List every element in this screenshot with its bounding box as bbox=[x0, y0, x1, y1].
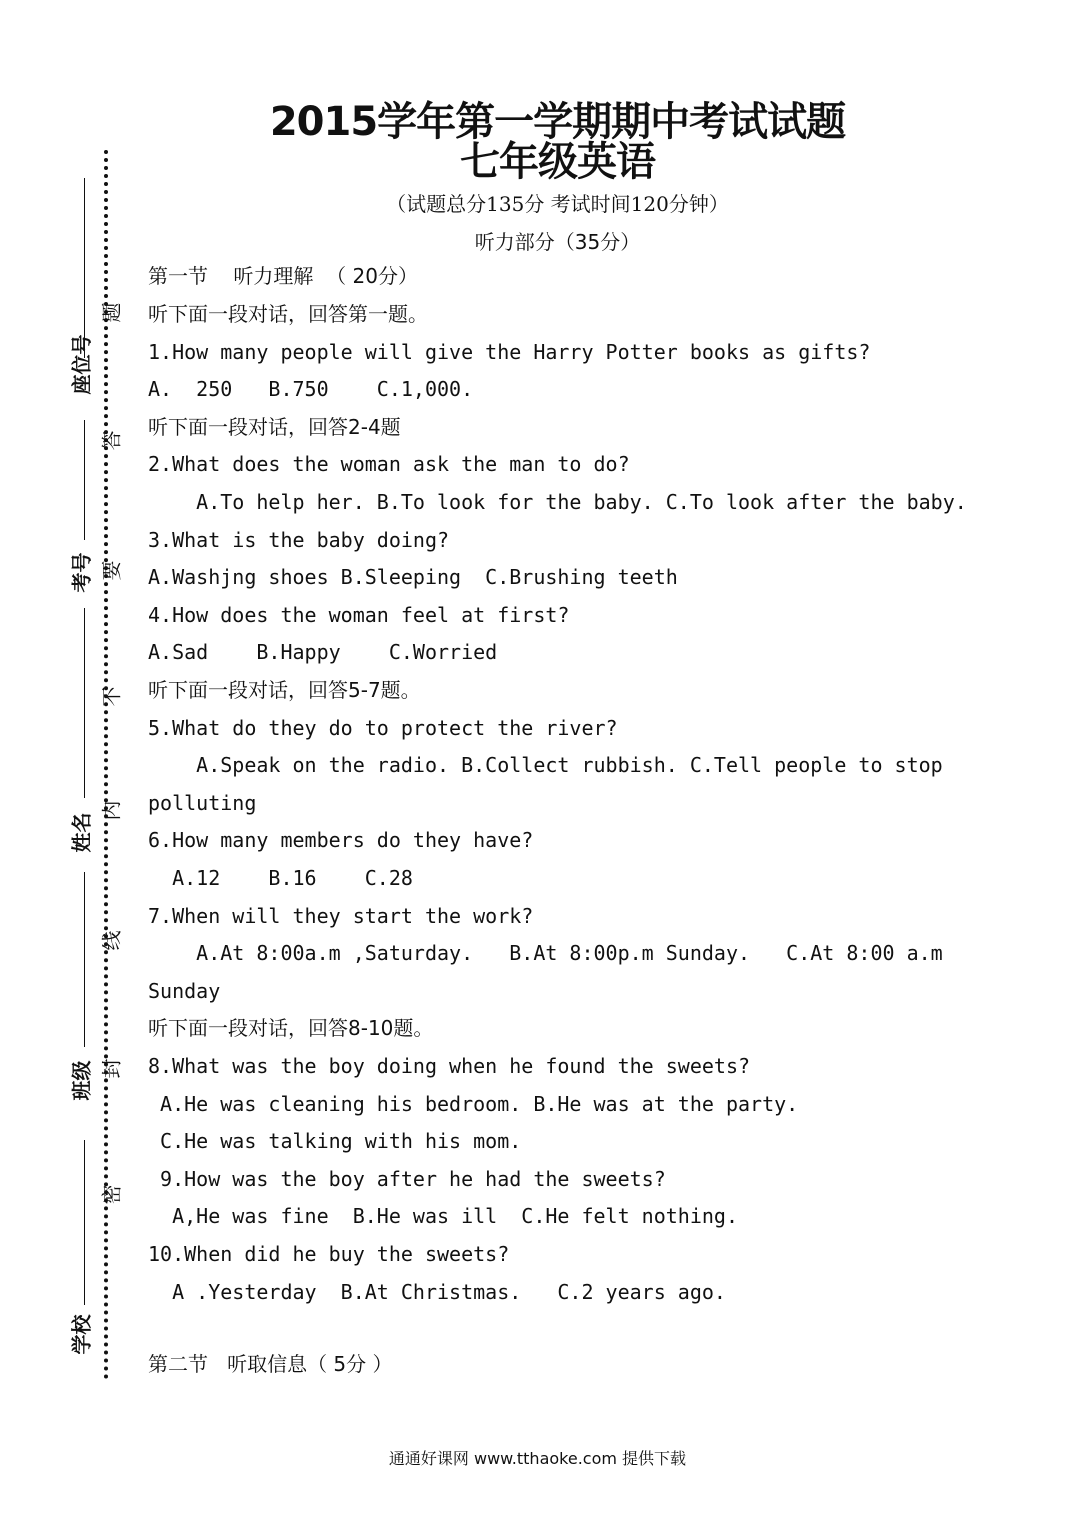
question-line: C.He was talking with his mom. bbox=[148, 1129, 522, 1153]
instruction-line: 听下面一段对话，回答8-10题。 bbox=[148, 1016, 434, 1040]
seal-char: 答 bbox=[99, 430, 124, 451]
exam-info: （试题总分135分 考试时间120分钟） bbox=[386, 192, 729, 216]
question-line: 3.What is the baby doing? bbox=[148, 528, 450, 552]
part-title: 听力部分（35分） bbox=[474, 230, 641, 254]
question-line: polluting bbox=[148, 791, 257, 815]
instruction-line: 听下面一段对话，回答5-7题。 bbox=[148, 678, 421, 702]
section-heading: 第一节 听力理解 （ 20分） bbox=[148, 264, 418, 288]
seal-char: 题 bbox=[99, 302, 124, 323]
question-line: A.At 8:00a.m ,Saturday. B.At 8:00p.m Sunday. C.At 8:00 a.m bbox=[148, 941, 943, 965]
question-line: 5.What do they do to protect the river? bbox=[148, 716, 618, 740]
question-line: 6.How many members do they have? bbox=[148, 828, 534, 852]
question-line: A.12 B.16 C.28 bbox=[148, 866, 413, 890]
seal-char: 线 bbox=[99, 930, 124, 951]
instruction-line: 听下面一段对话，回答2-4题 bbox=[148, 415, 401, 439]
blank-line bbox=[84, 178, 85, 358]
question-line: 10.When did he buy the sweets? bbox=[148, 1242, 510, 1266]
question-line: 9.How was the boy after he had the sweets? bbox=[148, 1167, 666, 1191]
question-line: A,He was fine B.He was ill C.He felt nothing. bbox=[148, 1204, 739, 1228]
margin-label-exam-number: 考号 bbox=[69, 552, 94, 593]
seal-char: 内 bbox=[99, 800, 124, 821]
exam-subject: 七年级英语 bbox=[460, 139, 655, 185]
blank-line bbox=[84, 872, 85, 1047]
exam-title: 2015学年第一学期期中考试试题 bbox=[269, 99, 846, 145]
question-line: 8.What was the boy doing when he found the sweets? bbox=[148, 1054, 751, 1078]
question-line: A.Washjng shoes B.Sleeping C.Brushing teeth bbox=[148, 565, 678, 589]
question-line: A.Speak on the radio. B.Collect rubbish. C.Tell people to stop bbox=[148, 753, 943, 777]
question-line: 2.What does the woman ask the man to do? bbox=[148, 452, 630, 476]
question-line: A.To help her. B.To look for the baby. C.To look after the baby. bbox=[148, 490, 967, 514]
section-heading: 第二节 听取信息（ 5分 ） bbox=[148, 1352, 393, 1376]
question-line: A. 250 B.750 C.1,000. bbox=[148, 377, 474, 401]
question-line: 4.How does the woman feel at first? bbox=[148, 603, 570, 627]
question-line: A .Yesterday B.At Christmas. C.2 years ago. bbox=[148, 1280, 726, 1304]
seal-char: 不 bbox=[99, 686, 124, 707]
question-line: 7.When will they start the work? bbox=[148, 904, 534, 928]
blank-line bbox=[84, 608, 85, 798]
seal-char: 封 bbox=[99, 1058, 124, 1079]
seal-char: 要 bbox=[99, 560, 124, 581]
seal-char: 密 bbox=[99, 1184, 124, 1205]
blank-line bbox=[84, 420, 85, 540]
instruction-line: 听下面一段对话，回答第一题。 bbox=[148, 302, 428, 326]
blank-line bbox=[84, 1140, 85, 1305]
margin-label-school: 学校 bbox=[69, 1314, 94, 1355]
margin-label-seat: 座位号 bbox=[69, 334, 94, 395]
question-line: A.Sad B.Happy C.Worried bbox=[148, 640, 498, 664]
margin-label-class: 班级 bbox=[69, 1060, 94, 1101]
question-line: 1.How many people will give the Harry Potter books as gifts? bbox=[148, 340, 871, 364]
margin-label-name: 姓名 bbox=[69, 812, 94, 853]
question-line: Sunday bbox=[148, 979, 221, 1003]
page-footer: 通通好课网 www.tthaoke.com 提供下载 bbox=[388, 1449, 687, 1468]
question-line: A.He was cleaning his bedroom. B.He was at the party. bbox=[148, 1092, 799, 1116]
